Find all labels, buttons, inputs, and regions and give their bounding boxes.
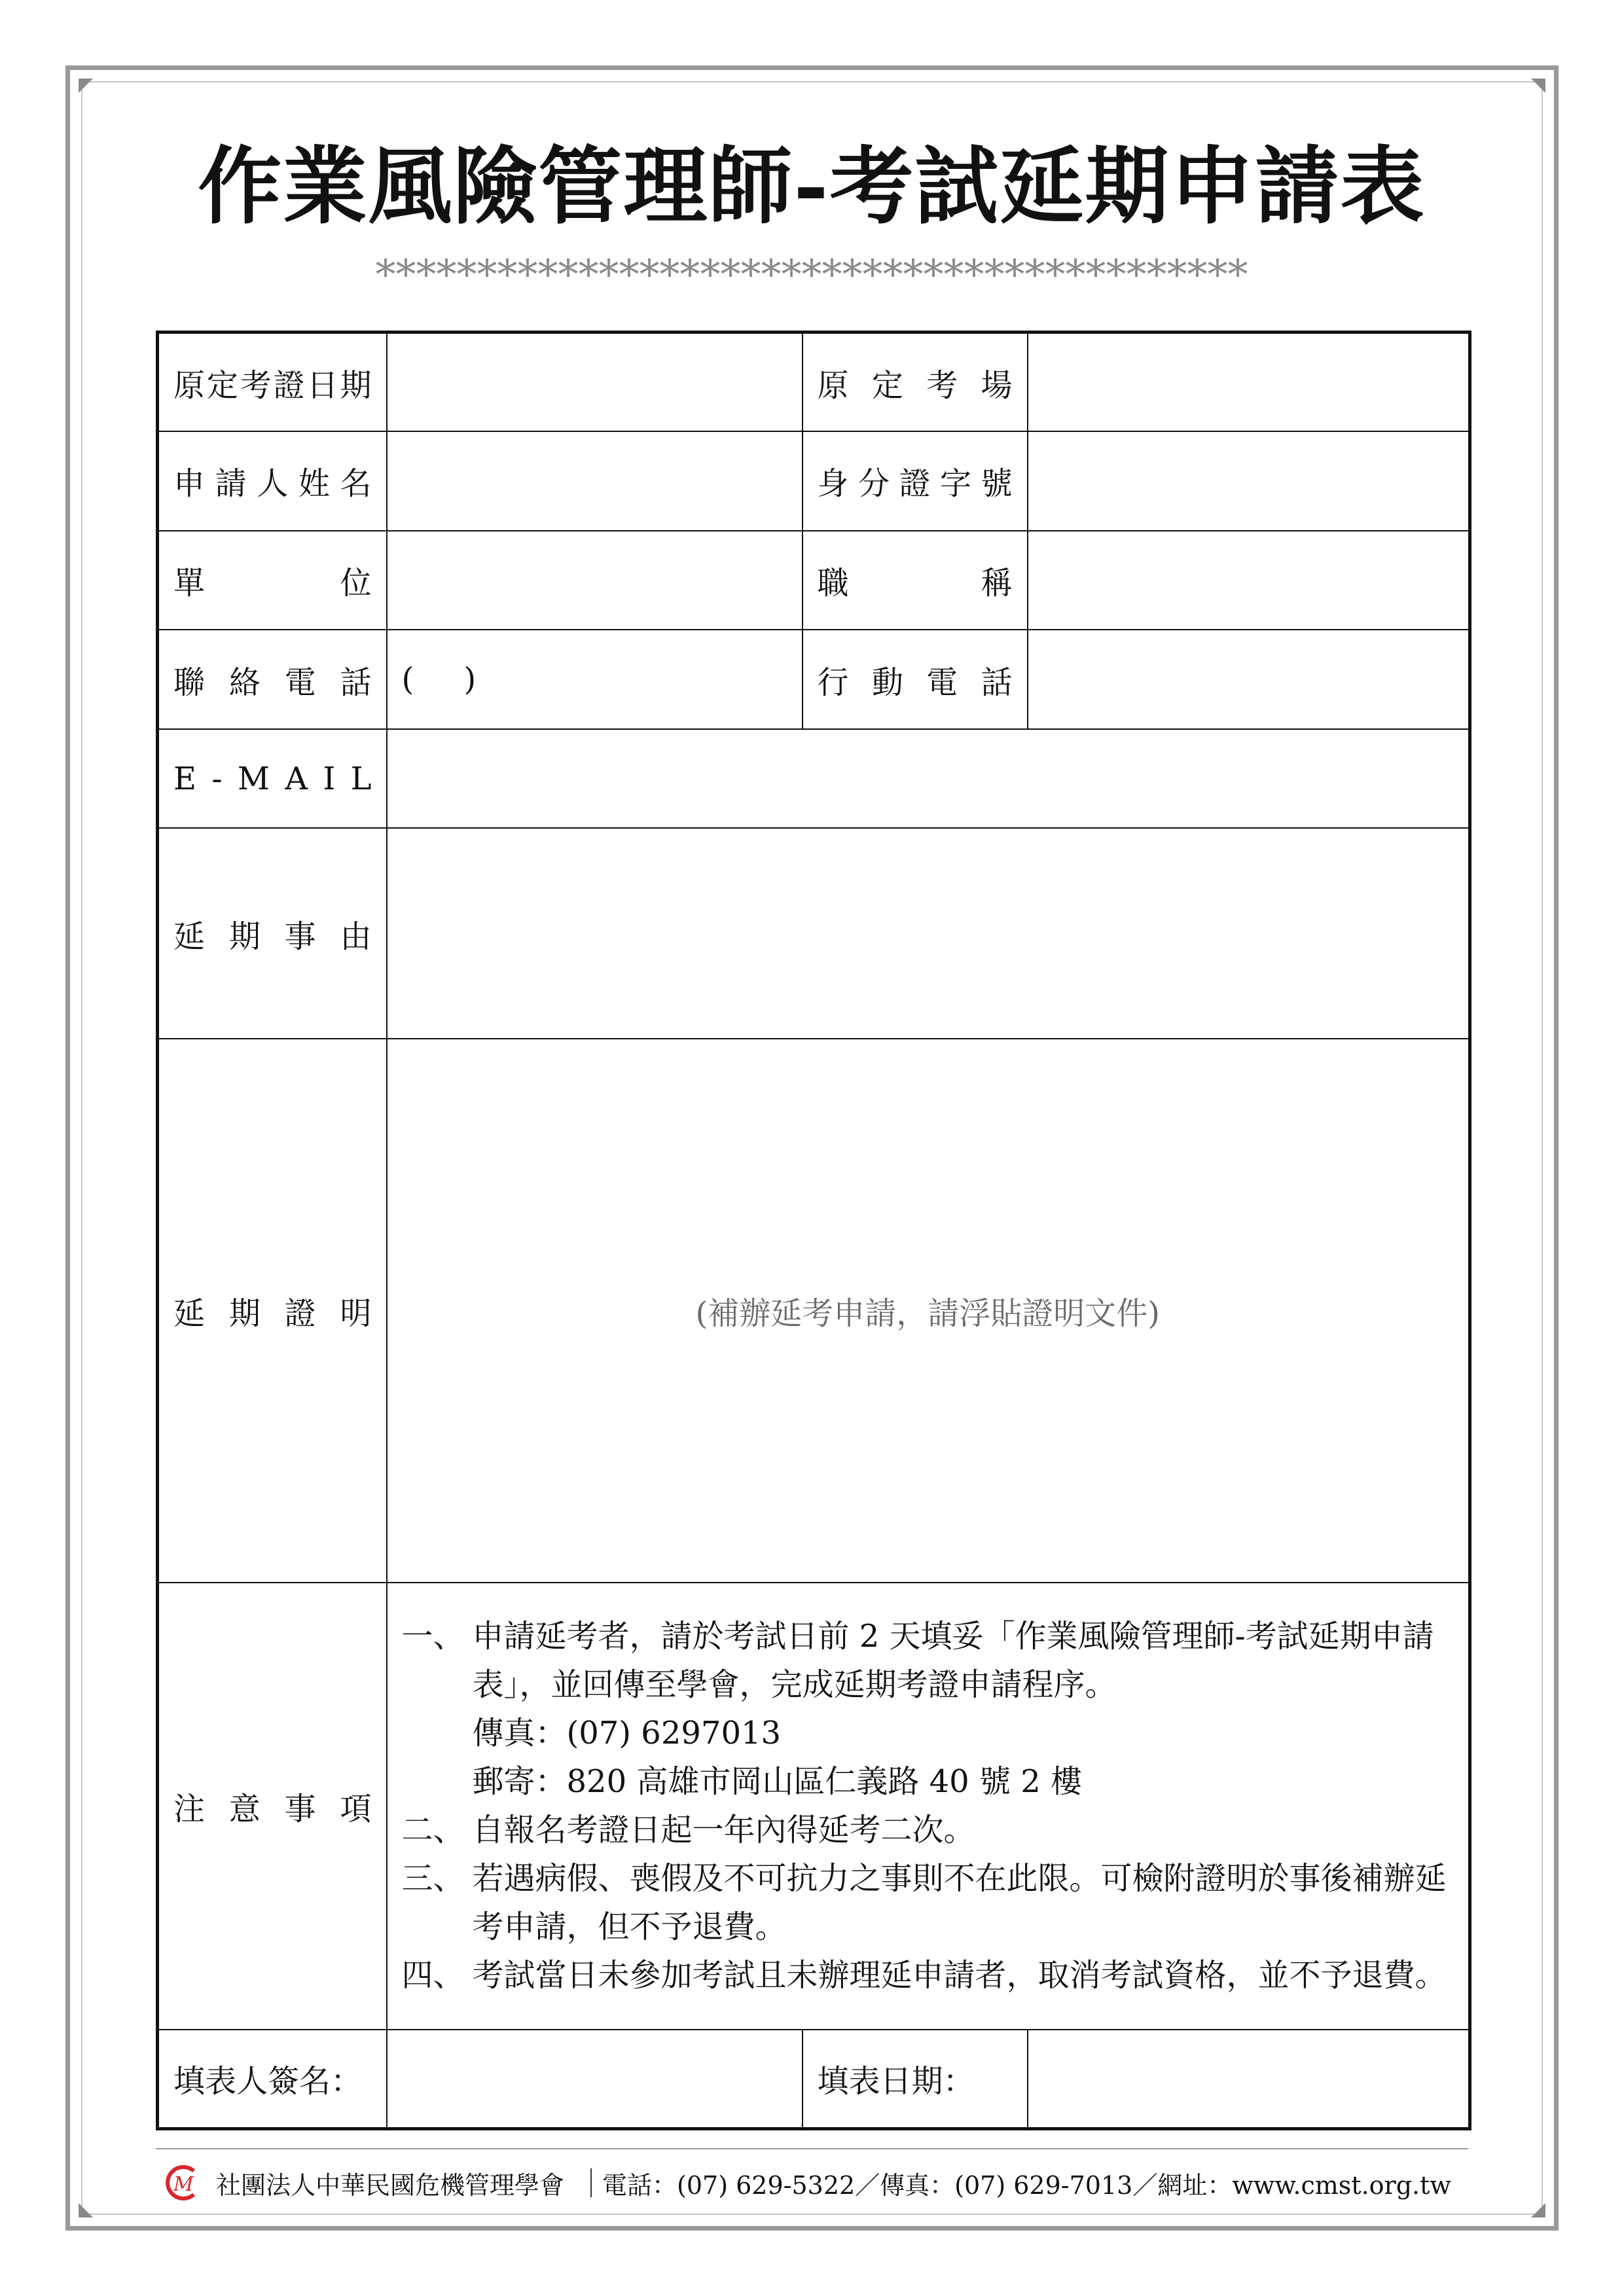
label-char: 期 — [911, 2063, 943, 2100]
label-char: 稱 — [981, 564, 1013, 601]
label-char: 證 — [273, 367, 305, 404]
label-char: 由 — [340, 918, 372, 955]
fax-number: 傳真：(07) 6297013 — [472, 1715, 782, 1752]
applicant-name-field[interactable] — [387, 431, 803, 531]
form-row — [158, 431, 1470, 531]
page-title: 作業風險管理師-考試延期申請表 — [198, 137, 1426, 236]
form-row — [158, 828, 1470, 1038]
unit-label — [158, 531, 387, 630]
note-item: 四、 考試當日未參加考試且未辦理延申請者，取消考試資格，並不予退費。 — [401, 1957, 1447, 1994]
label-char: 期 — [228, 918, 261, 955]
note-item: 二、 自報名考證日起一年內得延考二次。 — [401, 1812, 975, 1849]
original-venue-field[interactable] — [1028, 332, 1470, 432]
form-row — [158, 1583, 1470, 2030]
star-divider: ******************************************* — [375, 252, 1248, 298]
label-char: 考 — [240, 367, 272, 404]
form-row — [158, 332, 1470, 432]
label-char: 證 — [284, 1295, 316, 1332]
signature-field[interactable] — [387, 2030, 803, 2129]
note-item: 三、 若遇病假、喪假及不可抗力之事則不在此限。可檢附證明於事後補辦延考申請，但不予退費。 — [401, 1860, 1447, 1946]
footer-separator — [590, 2168, 592, 2197]
email-field[interactable] — [387, 729, 1470, 829]
mobile-phone-field[interactable] — [1028, 630, 1470, 729]
label-char: 職 — [817, 564, 849, 601]
label-char: 填 — [817, 2063, 849, 2100]
label-char: 證 — [899, 465, 931, 503]
label-char: I — [323, 760, 336, 797]
label-char: 日 — [306, 367, 338, 404]
form-row — [158, 1039, 1470, 1583]
contact-phone-field[interactable] — [387, 630, 803, 729]
form-row — [158, 531, 1470, 630]
corner-ornament-top-right — [1531, 79, 1545, 93]
label-char: 表 — [848, 2063, 880, 2100]
label-char: 名 — [340, 465, 372, 503]
contact-info: 電話：(07) 629-5322／傳真：(07) 629-7013／網址：www.cmst.org.tw — [602, 2170, 1451, 2200]
mail-address: 郵寄：820 高雄市岡山區仁義路 40 號 2 樓 — [472, 1763, 1083, 1801]
id-number-label — [803, 431, 1028, 531]
label-char: 意 — [228, 1790, 261, 1827]
label-char: 單 — [173, 564, 206, 601]
job-title-label — [803, 531, 1028, 630]
delay-reason-field[interactable] — [387, 828, 1470, 1038]
label-char: - — [211, 760, 223, 797]
footer — [164, 2160, 1466, 2206]
application-form — [156, 331, 1471, 2130]
label-char: 動 — [871, 664, 903, 701]
label-char: ： — [943, 2063, 975, 2100]
notes-content — [387, 1583, 1470, 2030]
corner-ornament-bottom-right — [1531, 2203, 1545, 2217]
label-char: 申 — [173, 465, 206, 503]
label-char: 明 — [340, 1295, 372, 1332]
label-char: 人 — [257, 465, 289, 503]
label-char: 定 — [871, 367, 903, 404]
label-char: E — [173, 760, 197, 797]
form-row — [158, 729, 1470, 829]
note-item: 一、 申請延考者，請於考試日前 2 天填妥「作業風險管理師-考試延期申請表」，並回傳至學會，完成延期考證申請程序。 — [401, 1618, 1434, 1704]
footer-divider — [156, 2148, 1468, 2149]
label-char: 號 — [981, 465, 1013, 503]
label-char: 電 — [284, 664, 316, 701]
unit-field[interactable] — [387, 531, 803, 630]
fill-date-label — [803, 2030, 1028, 2129]
form-row — [158, 2030, 1470, 2129]
corner-ornament-bottom-left — [79, 2203, 93, 2217]
label-char: 位 — [340, 564, 372, 601]
label-char: 聯 — [173, 664, 206, 701]
original-exam-date-field[interactable] — [387, 332, 803, 432]
label-char: 分 — [857, 465, 890, 503]
label-char: 字 — [939, 465, 971, 503]
email-label — [158, 729, 387, 829]
label-char: 延 — [173, 1295, 206, 1332]
delay-proof-label — [158, 1039, 387, 1583]
label-char: 延 — [173, 918, 206, 955]
delay-proof-field[interactable]: (補辦延考申請，請浮貼證明文件) — [387, 1039, 1470, 1583]
original-exam-date-label — [158, 332, 387, 432]
label-char: 姓 — [298, 465, 330, 503]
cm-logo-icon — [164, 2163, 203, 2202]
signature-label: 填表人簽名： — [158, 2030, 387, 2129]
original-venue-label — [803, 332, 1028, 432]
label-char: L — [350, 760, 372, 797]
label-char: 定 — [206, 367, 238, 404]
label-char: 注 — [173, 1790, 206, 1827]
applicant-name-label — [158, 431, 387, 531]
label-char: 日 — [880, 2063, 912, 2100]
organization-name: 社團法人中華民國危機管理學會 — [216, 2170, 565, 2200]
id-number-field[interactable] — [1028, 431, 1470, 531]
label-char: 話 — [981, 664, 1013, 701]
label-char: A — [285, 760, 308, 797]
form-row — [158, 630, 1470, 729]
label-char: 事 — [284, 1790, 316, 1827]
job-title-field[interactable] — [1028, 531, 1470, 630]
label-char: 話 — [340, 664, 372, 701]
notes-label — [158, 1583, 387, 2030]
mobile-phone-label — [803, 630, 1028, 729]
contact-phone-label — [158, 630, 387, 729]
fill-date-field[interactable] — [1028, 2030, 1470, 2129]
label-char: 原 — [817, 367, 849, 404]
label-char: 期 — [228, 1295, 261, 1332]
label-char: 行 — [817, 664, 849, 701]
label-char: 期 — [340, 367, 372, 404]
label-char: 請 — [215, 465, 247, 503]
label-char: 身 — [817, 465, 849, 503]
corner-ornament-top-left — [79, 79, 93, 93]
label-char: 絡 — [228, 664, 261, 701]
delay-reason-label — [158, 828, 387, 1038]
label-char: 項 — [340, 1790, 372, 1827]
label-char: 場 — [981, 367, 1013, 404]
logo-letter: M — [173, 2173, 194, 2196]
label-char: 事 — [284, 918, 316, 955]
label-char: 原 — [173, 367, 206, 404]
area-code-brackets: ( ) — [401, 661, 477, 698]
label-char: M — [237, 760, 270, 797]
label-char: 考 — [926, 367, 958, 404]
label-char: 電 — [926, 664, 958, 701]
